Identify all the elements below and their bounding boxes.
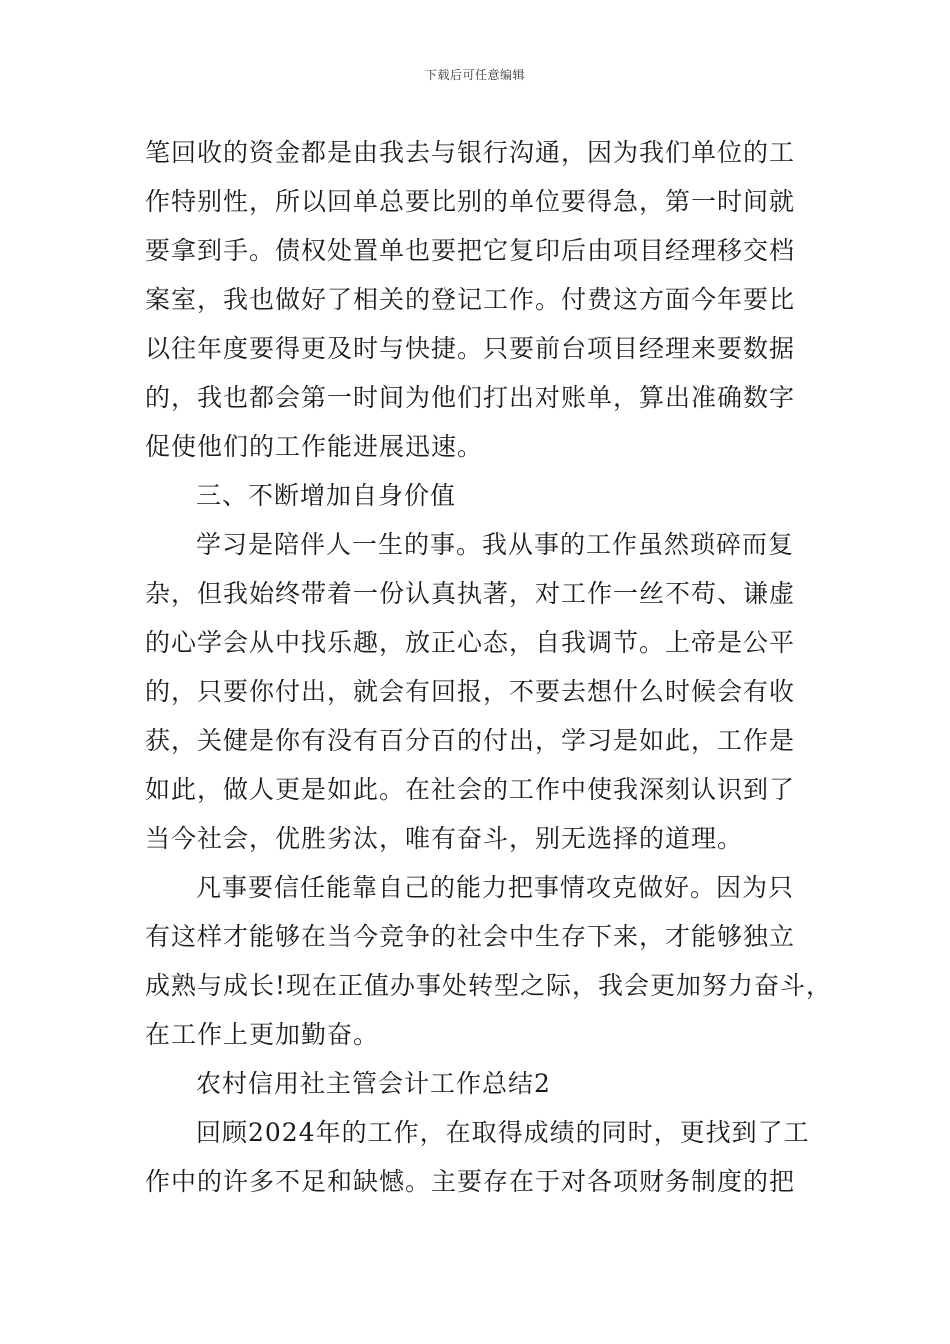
text-line: 笔回收的资金都是由我去与银行沟通，因为我们单位的工 — [145, 138, 796, 167]
text-line: 以往年度要得更及时与快捷。只要前台项目经理来要数据 — [145, 334, 796, 363]
text-line: 要拿到手。债权处置单也要把它复印后由项目经理移交档 — [145, 236, 796, 265]
section-title: 农村信用社主管会计工作总结2 — [196, 1069, 551, 1098]
text-line: 作中的许多不足和缺憾。主要存在于对各项财务制度的把 — [145, 1167, 796, 1196]
section-heading: 三、不断增加自身价值 — [196, 481, 457, 510]
text-line: 的心学会从中找乐趣，放正心态，自我调节。上帝是公平 — [145, 628, 796, 657]
text-line: 作特别性，所以回单总要比别的单位要得急，第一时间就 — [145, 187, 796, 216]
text-line: 凡事要信任能靠自己的能力把事情攻克做好。因为只 — [196, 873, 795, 902]
page-header-note: 下载后可任意编辑 — [424, 68, 525, 82]
document-body — [145, 128, 833, 1206]
text-line: 如此，做人更是如此。在社会的工作中使我深刻认识到了 — [145, 775, 796, 804]
text-line: 获，关健是你有没有百分百的付出，学习是如此，工作是 — [145, 726, 796, 755]
text-line: 成熟与成长!现在正值办事处转型之际，我会更加努力奋斗， — [145, 971, 833, 1000]
text-line: 回顾2024年的工作，在取得成绩的同时，更找到了工 — [196, 1118, 810, 1147]
text-line: 在工作上更加勤奋。 — [145, 1020, 380, 1049]
text-line: 的，只要你付出，就会有回报，不要去想什么时候会有收 — [145, 677, 796, 706]
text-line: 案室，我也做好了相关的登记工作。付费这方面今年要比 — [145, 285, 796, 314]
text-line: 当今社会，优胜劣汰，唯有奋斗，别无选择的道理。 — [145, 824, 744, 853]
text-line: 有这样才能够在当今竞争的社会中生存下来，才能够独立 — [145, 922, 796, 951]
text-line: 杂，但我始终带着一份认真执著，对工作一丝不苟、谦虚 — [145, 579, 796, 608]
text-line: 促使他们的工作能进展迅速。 — [145, 432, 484, 461]
text-line: 学习是陪伴人一生的事。我从事的工作虽然琐碎而复 — [196, 530, 795, 559]
text-line: 的，我也都会第一时间为他们打出对账单，算出准确数字 — [145, 383, 796, 412]
